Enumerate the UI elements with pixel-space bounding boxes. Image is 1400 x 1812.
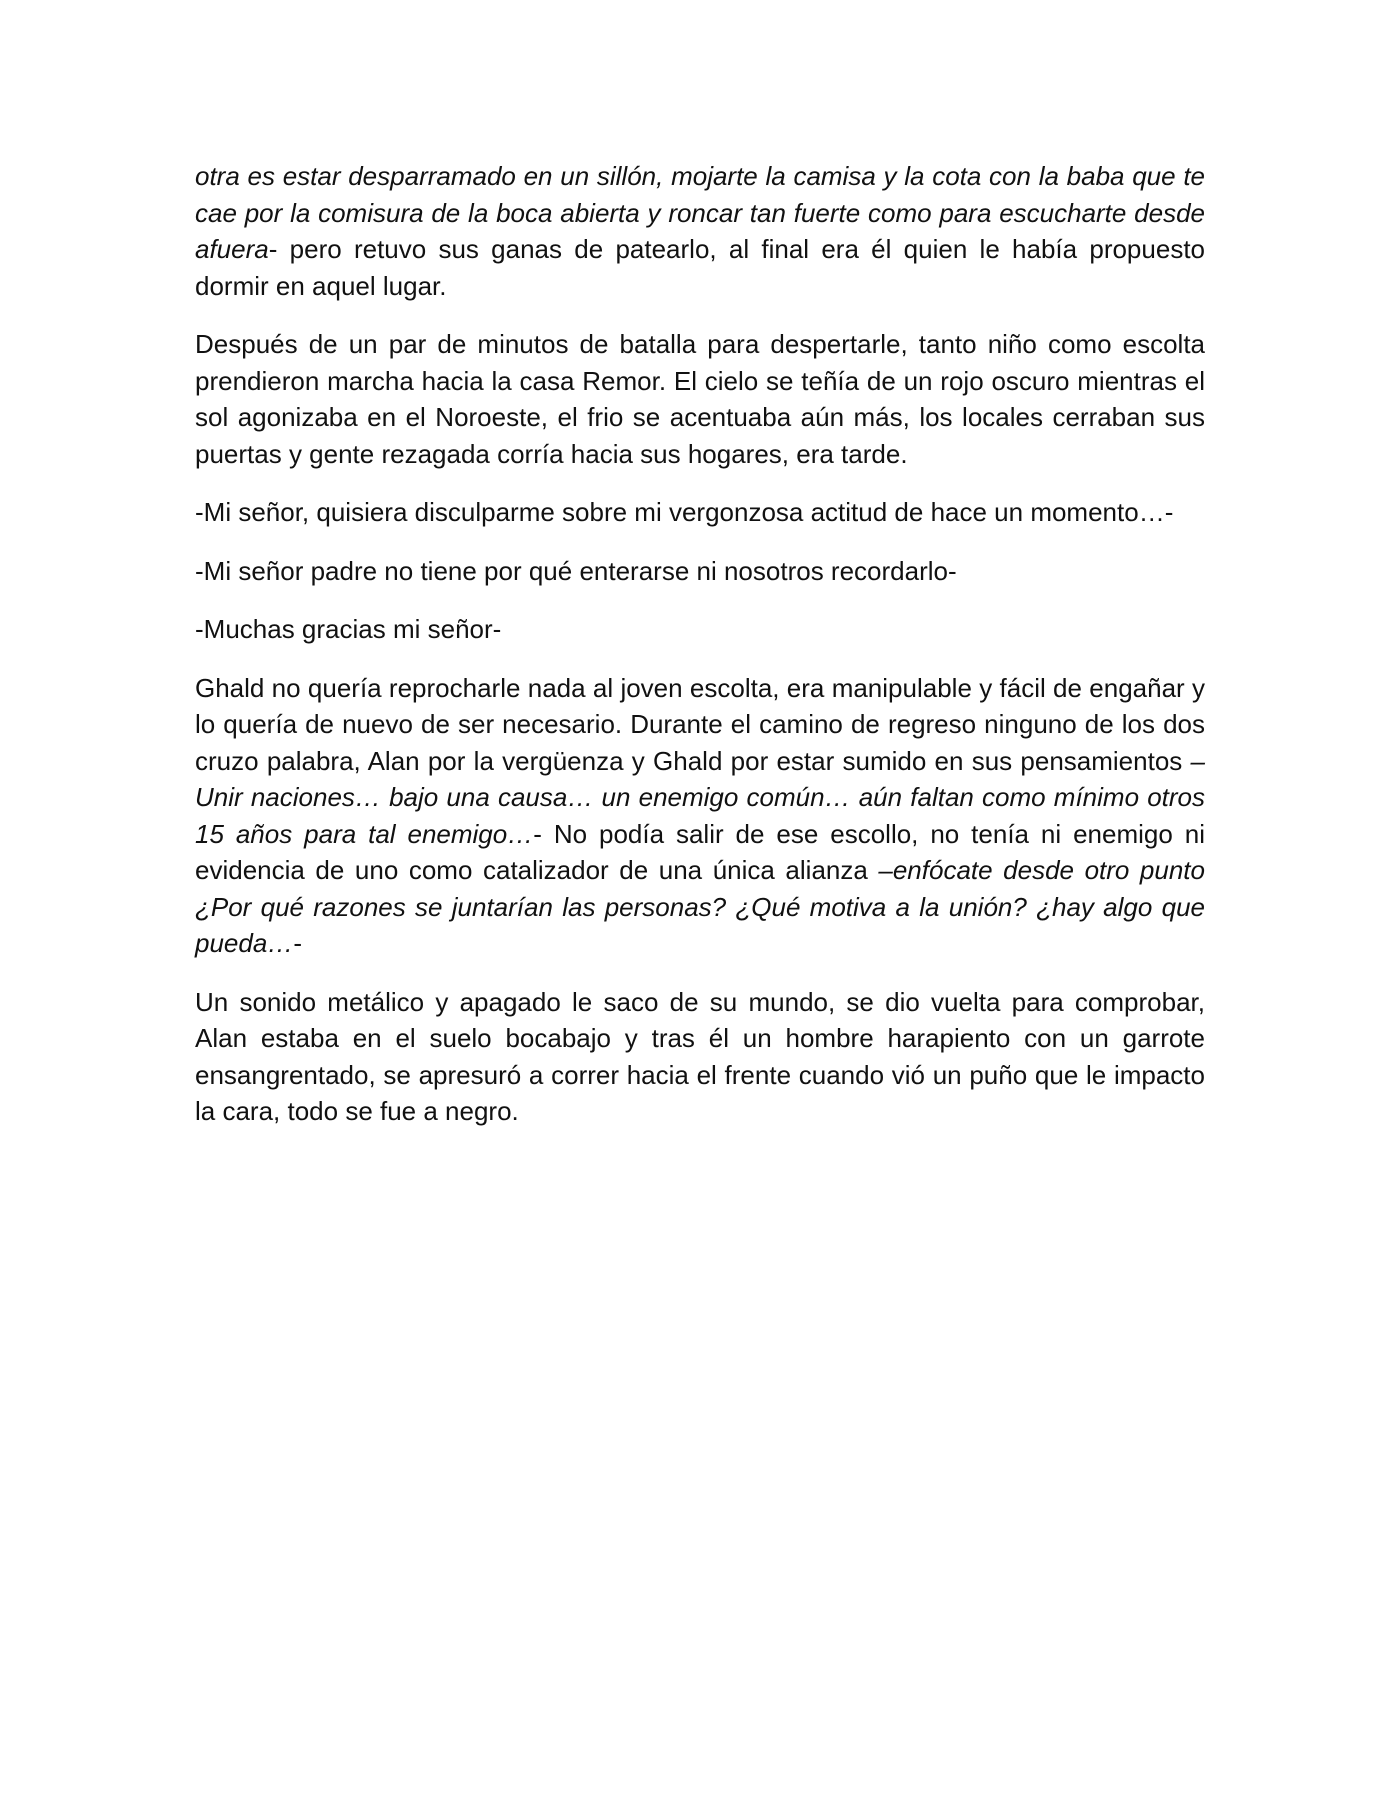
paragraph-text: - xyxy=(293,928,302,958)
paragraph-text-italic: otra es estar desparramado en un sillón, mojarte la camisa y la cota con la baba que te cae por la comisura de la boca abierta y roncar tan fuerte como para escucharte desde afuera xyxy=(195,161,1205,264)
dialogue-line: -Mi señor padre no tiene por qué enterarse ni nosotros recordarlo- xyxy=(195,555,957,586)
paragraph-4 xyxy=(195,553,1205,590)
paragraph-7 xyxy=(195,984,1205,1130)
paragraph-1 xyxy=(195,158,1205,304)
paragraph-text: - pero retuvo sus ganas de patearlo, al final era él quien le había propuesto dormir en aquel lugar. xyxy=(195,234,1205,301)
paragraph-6 xyxy=(195,670,1205,962)
paragraph-text-italic: –enfócate desde otro punto ¿Por qué razones se juntarían las personas? ¿Qué motiva a la unión? ¿hay algo que pueda… xyxy=(195,855,1205,958)
dialogue-line: -Muchas gracias mi señor- xyxy=(195,614,502,644)
paragraph-5 xyxy=(195,611,1205,648)
paragraph-text-italic: –Unir naciones… bajo una causa… un enemigo común… aún faltan como mínimo otros 15 años para tal enemigo… xyxy=(195,745,1205,849)
paragraph-text: Después de un par de minutos de batalla para despertarle, tanto niño como escolta prendieron marcha hacia la casa Remor. El cielo se teñía de un rojo oscuro mientras el sol agonizaba en el Noroeste, el frio se acentuaba aún más, los locales cerraban sus puertas y gente rezagada corría hacia sus hogares, era tarde. xyxy=(195,329,1205,469)
paragraph-text: - No podía salir de ese escollo, no tenía ni enemigo ni evidencia de uno como catalizador de una única alianza xyxy=(195,818,1205,885)
document-page xyxy=(195,158,1205,1152)
paragraph-3 xyxy=(195,494,1205,531)
dialogue-line: -Mi señor, quisiera disculparme sobre mi vergonzosa actitud de hace un momento…- xyxy=(195,497,1174,527)
paragraph-text: Un sonido metálico y apagado le saco de su mundo, se dio vuelta para comprobar, Alan estaba en el suelo bocabajo y tras él un hombre harapiento con un garrote ensangrentado, se apresuró a correr hacia el frente cuando vió un puño que le impacto la cara, todo se fue a negro. xyxy=(195,986,1205,1126)
paragraph-text: Ghald no quería reprocharle nada al joven escolta, era manipulable y fácil de engañar y lo quería de nuevo de ser necesario. Durante el camino de regreso ninguno de los dos cruzo palabra, Alan por la vergüenza y Ghald por estar sumido en sus pensamientos xyxy=(195,672,1205,776)
paragraph-2 xyxy=(195,326,1205,472)
